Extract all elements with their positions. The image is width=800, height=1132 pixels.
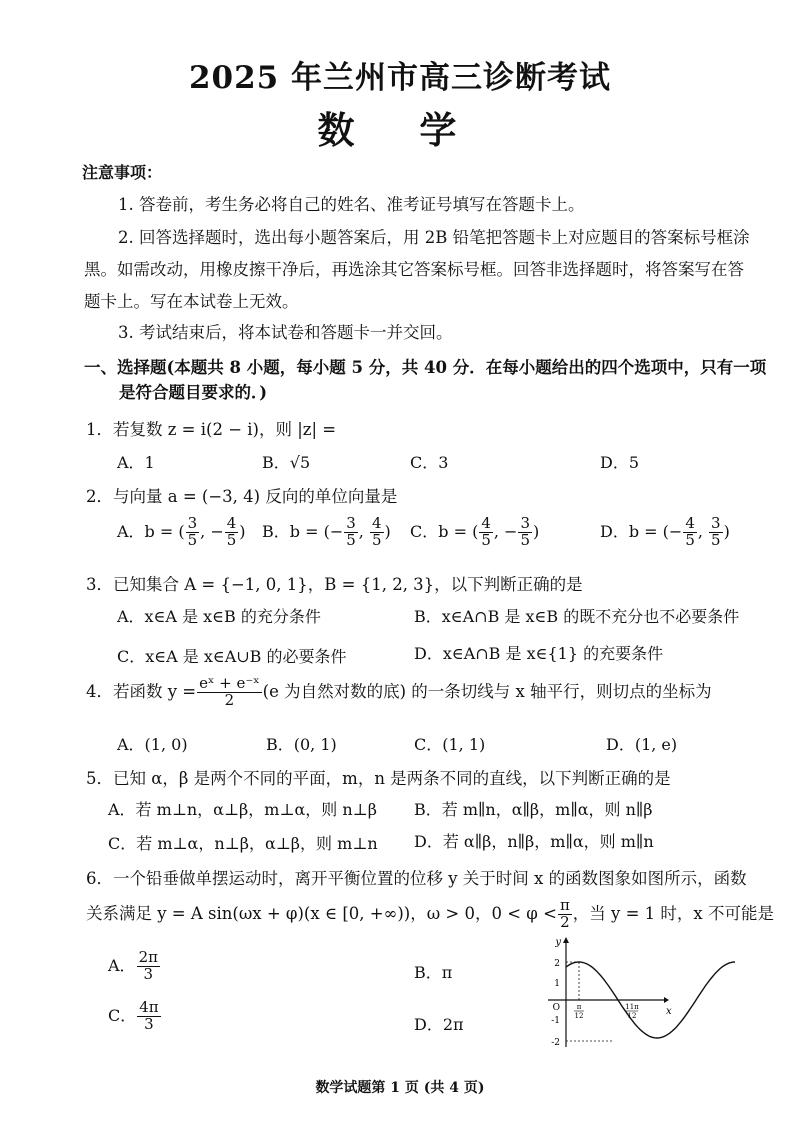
question-5-option-b: B．若 m∥n，α∥β，m∥α，则 n∥β <box>414 800 653 819</box>
section-heading: 一、选择题(本题共 8 小题，每小题 5 分，共 40 分．在每小题给出的四个选项中，只有一项 <box>84 358 767 377</box>
graph-tick-2: 2 <box>554 959 560 969</box>
sine-wave-graph <box>540 935 670 1055</box>
notice-item-1: 1. 答卷前，考生务必将自己的姓名、准考证号填写在答题卡上。 <box>118 195 585 214</box>
question-6-option-b: B．π <box>414 963 453 982</box>
graph-x-label: x <box>666 1006 672 1017</box>
question-4-option-c: C．(1, 1) <box>414 735 486 754</box>
graph-tick-x1-num: π <box>576 1003 582 1011</box>
question-6-option-d: D．2π <box>414 1015 464 1034</box>
notice-item-3: 3. 考试结束后，将本试卷和答题卡一并交回。 <box>118 323 453 342</box>
graph-x-arrow <box>664 997 669 1003</box>
question-2-option-c: C．b = ( $\frac{4}{5}$ , − $\frac{3}{5}$ ) <box>410 514 540 549</box>
notice-item-2-cont: 黑。如需改动，用橡皮擦干净后，再选涂其它答案标号框。回答非选择题时，将答案写在答 <box>84 260 744 279</box>
question-3-option-c: C．x∈A 是 x∈A∪B 的必要条件 <box>117 647 347 666</box>
question-3-stem: 3．已知集合 A = {−1, 0, 1}，B = {1, 2, 3}，以下判断正确的是 <box>86 575 583 594</box>
question-4-option-d: D．(1, e) <box>606 735 678 754</box>
graph-y-arrow <box>563 937 569 943</box>
exam-title: 2025 年兰州市高三诊断考试 <box>188 60 612 96</box>
question-1-option-a: A．1 <box>117 453 155 472</box>
question-1-option-b: B．√5 <box>262 453 311 472</box>
question-5-option-c: C．若 m⊥α，n⊥β，α⊥β，则 m⊥n <box>108 834 378 853</box>
question-4-option-a: A．(1, 0) <box>117 735 188 754</box>
section-heading-cont: 是符合题目要求的．) <box>119 383 268 402</box>
question-3-option-b: B．x∈A∩B 是 x∈B 的既不充分也不必要条件 <box>414 607 740 626</box>
graph-tick-neg2: -2 <box>551 1038 560 1048</box>
notice-item-2: 2. 回答选择题时，选出每小题答案后，用 2B 铅笔把答题卡上对应题目的答案标号框涂 <box>118 228 750 247</box>
graph-tick-x2-den: 12 <box>627 1012 637 1020</box>
question-2-option-b: B．b = (− $\frac{3}{5}$ , $\frac{4}{5}$ ) <box>262 514 391 549</box>
question-2-stem: 2．与向量 a = (−3, 4) 反向的单位向量是 <box>86 487 398 506</box>
question-3-option-a: A．x∈A 是 x∈B 的充分条件 <box>117 607 321 626</box>
question-5-option-d: D．若 α∥β，n∥β，m∥α，则 m∥n <box>414 832 654 851</box>
question-2-option-d: D．b = (− $\frac{4}{5}$ , $\frac{3}{5}$ ) <box>600 514 730 549</box>
graph-tick-1: 1 <box>554 979 560 989</box>
question-3-option-d: D．x∈A∩B 是 x∈{1} 的充要条件 <box>414 644 664 663</box>
graph-tick-neg1: -1 <box>551 1016 560 1026</box>
question-1-option-c: C．3 <box>410 453 449 472</box>
question-5-option-a: A．若 m⊥n，α⊥β，m⊥α，则 n⊥β <box>108 800 377 819</box>
subject-title: 数 学 <box>317 108 483 152</box>
graph-y-label: y <box>555 937 561 948</box>
graph-origin: O <box>552 1003 560 1013</box>
question-1-stem: 1．若复数 z = i(2 − i)，则 |z| = <box>86 420 337 439</box>
question-6-stem-cont: 关系满足 y = A sin(ωx + φ)(x ∈ [0, +∞))，ω > 0，0 < φ < $\frac{\pi}{2}$ ，当 y = 1 时，x 不可能是 <box>86 896 774 931</box>
question-1-option-d: D．5 <box>600 453 640 472</box>
notice-item-2-cont2: 题卡上。写在本试卷上无效。 <box>84 292 299 311</box>
question-4-stem: 4．若函数 y = $\frac{\text{eˣ + e⁻ˣ}}{2}$ (e 为自然对数的底) 的一条切线与 x 轴平行，则切点的坐标为 <box>86 674 712 709</box>
question-6-option-a: A． $\frac{2\pi}{3}$ <box>108 948 158 983</box>
question-6-stem: 6．一个铅垂做单摆运动时，离开平衡位置的位移 y 关于时间 x 的函数图象如图所示，函数 <box>86 869 747 888</box>
graph-tick-x1-den: 12 <box>574 1012 584 1020</box>
page-footer: 数学试题第 1 页 (共 4 页) <box>315 1080 485 1096</box>
question-4-option-b: B．(0, 1) <box>266 735 337 754</box>
question-2-option-a: A．b = ( $\frac{3}{5}$ , − $\frac{4}{5}$ ) <box>117 514 246 549</box>
notice-heading: 注意事项： <box>82 163 163 182</box>
question-6-option-c: C． $\frac{4\pi}{3}$ <box>108 998 159 1033</box>
graph-tick-x2-num: 11π <box>625 1003 639 1011</box>
question-5-stem: 5．已知 α，β 是两个不同的平面，m，n 是两条不同的直线，以下判断正确的是 <box>86 769 671 788</box>
